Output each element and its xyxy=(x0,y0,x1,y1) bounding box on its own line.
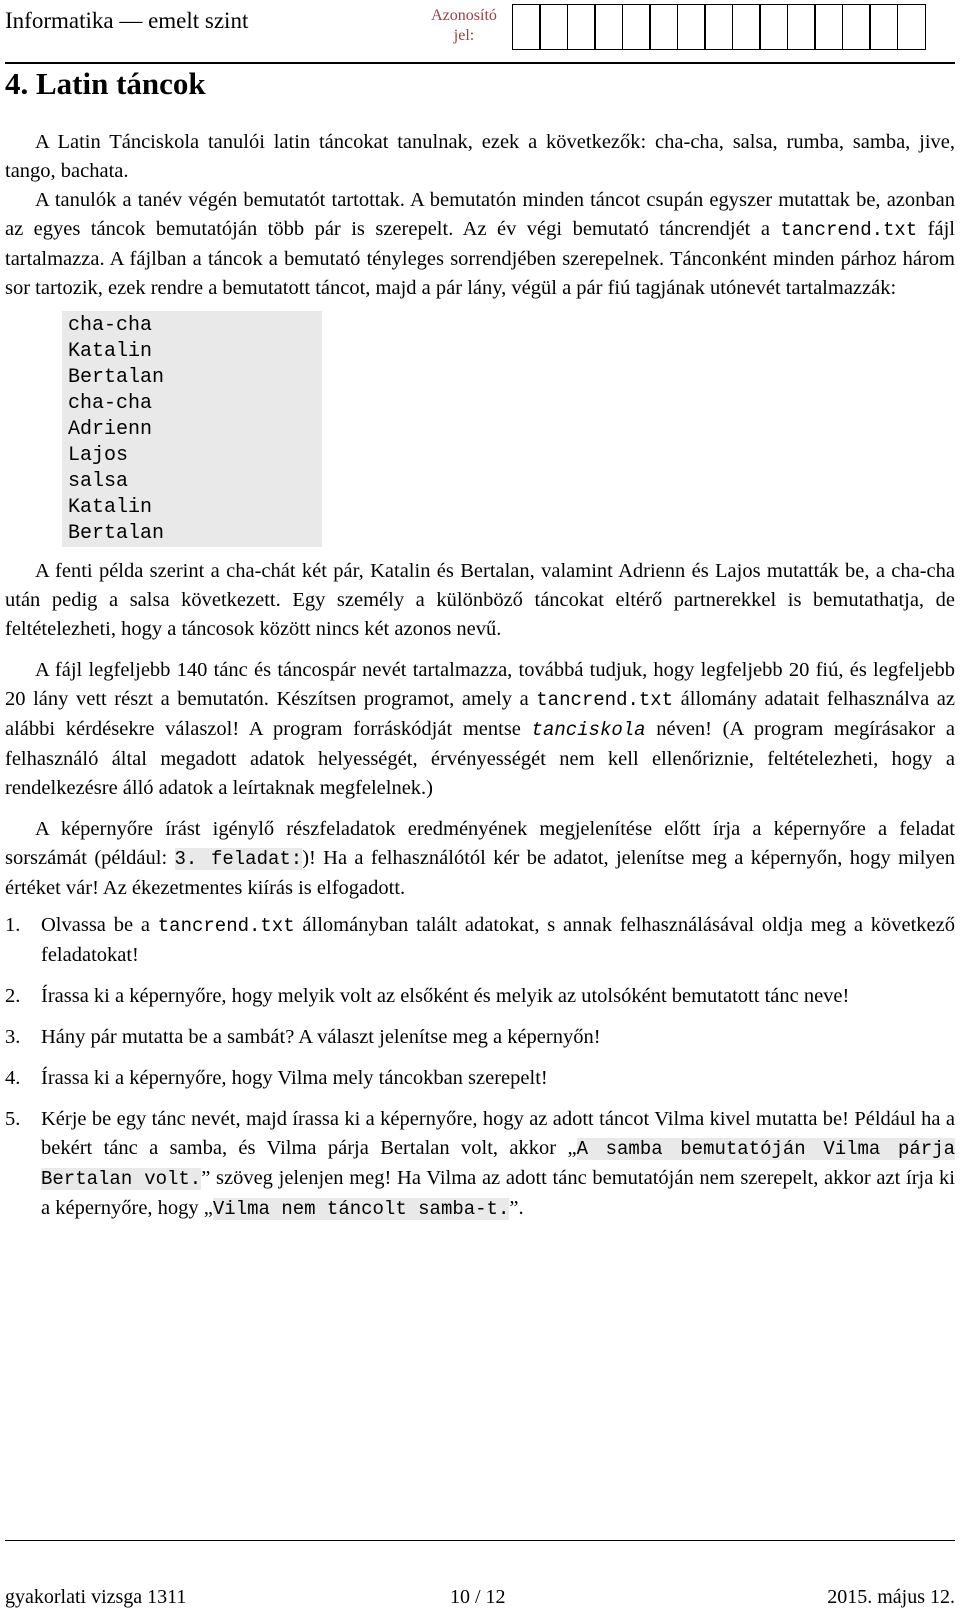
id-box[interactable] xyxy=(787,4,816,50)
filename: tancrend.txt xyxy=(780,219,918,241)
code-sample: Vilma nem táncolt samba-t. xyxy=(212,1198,510,1220)
description-paragraph: A tanulók a tanév végén bemutatót tartottak. A bemutatón minden táncot csupán egyszer mutattak be, azonban az egyes táncok bemutatóján több pár is szerepelt. Az év végi bemutató táncrendjét a tancrend.txt fájl tartalmazza. A fájlban a táncok a bemutató tényleges sorrendjében szerepelnek. Tánconként minden párhoz három sor tartozik, ezek rendre a bemutatott táncot, majd a pár lány, végül a pár fiú tagjának utónevét tartalmazzák: xyxy=(5,189,955,299)
example-line: Katalin xyxy=(68,496,153,519)
id-box[interactable] xyxy=(814,4,843,50)
id-box[interactable] xyxy=(539,4,568,50)
filename: tancrend.txt xyxy=(536,689,674,711)
example-line: Bertalan xyxy=(68,522,165,545)
example-line: Adrienn xyxy=(68,418,153,441)
id-box[interactable] xyxy=(622,4,651,50)
list-item: 2. Írassa ki a képernyőre, hogy melyik volt az elsőként és melyik az utolsóként bemutatott tánc neve! xyxy=(5,985,850,1007)
example-line: cha-cha xyxy=(68,392,153,415)
list-item: 3. Hány pár mutatta be a sambát? A választ jelenítse meg a képernyőn! xyxy=(5,1026,601,1048)
list-item: 1. Olvassa be a tancrend.txt állományban talált adatokat, s annak felhasználásával oldja meg a következő feladatokat! xyxy=(5,914,955,966)
exam-id: gyakorlati vizsga 1311 xyxy=(5,1586,187,1608)
subject-title: Informatika — emelt szint xyxy=(5,8,249,33)
intro-paragraph: A Latin Tánciskola tanulói latin táncokat tanulnak, ezek a következők: cha-cha, salsa, rumba, samba, jive, tango, bachata. xyxy=(5,131,955,182)
id-box[interactable] xyxy=(759,4,788,50)
id-box[interactable] xyxy=(594,4,623,50)
task-title: 4. Latin táncok xyxy=(5,66,206,101)
list-item: 5. Kérje be egy tánc nevét, majd írassa ki a képernyőre, hogy az adott táncot Vilma kivel mutatta be! Például ha a bekért tánc a samba, és Vilma párja Bertalan volt, akkor „A samba bemutatóján Vilma párja Bertalan volt.” szöveg jelenjen meg! Ha Vilma az adott tánc bemutatóján nem szerepelt, akkor azt írja ki a képernyőre, hogy „Vilma nem táncolt samba-t.”. xyxy=(5,1108,955,1220)
example-file-content xyxy=(62,311,322,547)
code-sample: A samba bemutatóján Vilma párja Bertalan volt. xyxy=(41,1138,955,1190)
id-box[interactable] xyxy=(649,4,678,50)
task-list xyxy=(5,911,955,1224)
id-box[interactable] xyxy=(842,4,871,50)
exam-date: 2015. május 12. xyxy=(827,1586,955,1608)
example-line: Lajos xyxy=(68,444,129,467)
header-divider xyxy=(5,62,955,64)
list-item: 4. Írassa ki a képernyőre, hogy Vilma mely táncokban szerepelt! xyxy=(5,1067,548,1089)
id-boxes xyxy=(513,4,926,50)
example-explanation: A fenti példa szerint a cha-chát két pár, Katalin és Bertalan, valamint Adrienn és Lajos mutatták be, a cha-cha után pedig a salsa következett. Egy személy a különböző táncokat eltérő partnerekkel is bemutathatja, de feltételezheti, hogy a táncosok között nincs két azonos nevű. xyxy=(5,560,955,640)
id-box[interactable] xyxy=(567,4,596,50)
footer-divider xyxy=(5,1540,955,1541)
program-name: tanciskola xyxy=(531,719,646,741)
task-body xyxy=(5,128,955,1236)
id-box[interactable] xyxy=(677,4,706,50)
id-box[interactable] xyxy=(897,4,926,50)
example-line: salsa xyxy=(68,470,129,493)
example-line: Bertalan xyxy=(68,366,165,389)
id-label: Azonosító jel: xyxy=(431,7,497,44)
code-sample: 3. feladat: xyxy=(174,848,303,870)
id-box[interactable] xyxy=(704,4,733,50)
id-box[interactable] xyxy=(869,4,898,50)
screen-output-paragraph: A képernyőre írást igénylő részfeladatok eredményének megjelenítése előtt írja a képernyőre a feladat sorszámát (például: 3. feladat:)! Ha a felhasználótól kér be adatot, jelenítse meg a képernyőn, hogy milyen értéket vár! Az ékezetmentes kiírás is elfogadott. xyxy=(5,818,955,899)
id-box[interactable] xyxy=(732,4,761,50)
limits-paragraph: A fájl legfeljebb 140 tánc és táncospár nevét tartalmazza, továbbá tudjuk, hogy legfeljebb 20 fiú, és legfeljebb 20 lány vett részt a bemutatón. Készítsen programot, amely a tancrend.txt állomány adatait felhasználva az alábbi kérdésekre válaszol! A program forráskódját mentse tanciskola néven! (A program megírásakor a felhasználó által megadott adatok helyességét, érvényességét nem kell ellenőriznie, feltételezheti, hogy a rendelkezésre álló adatok a leírtaknak megfelelnek.) xyxy=(5,659,955,799)
page-number: 10 / 12 xyxy=(450,1586,506,1608)
id-box[interactable] xyxy=(512,4,541,50)
example-line: cha-cha xyxy=(68,314,153,337)
page-header xyxy=(5,0,955,62)
example-line: Katalin xyxy=(68,340,153,363)
filename: tancrend.txt xyxy=(157,915,295,937)
